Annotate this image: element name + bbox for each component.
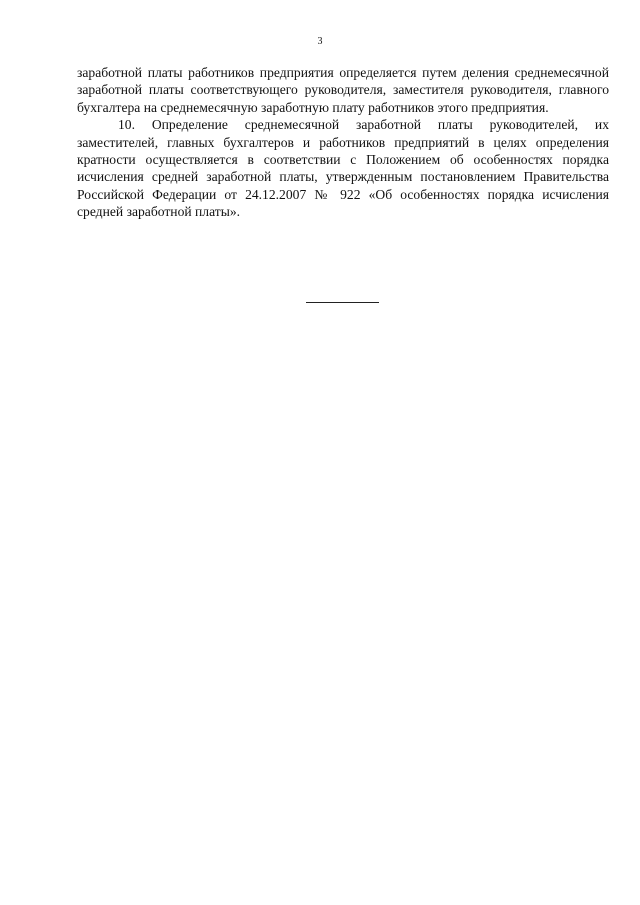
paragraph-continuation: заработной платы работников предприятия определяется путем деления среднемесячной заработной платы соответствующего руководителя, заместителя руководителя, главного бухгалтера на среднемесячную заработную плату работников этого предприятия. <box>77 65 609 115</box>
end-separator-line <box>306 302 379 303</box>
document-body <box>77 64 609 221</box>
paragraph-item-10: 10. Определение среднемесячной заработной платы руководителей, их заместителей, главных бухгалтеров и работников предприятий в целях определения кратности осуществляется в соответствии с Положением об особенностях порядка исчисления средней заработной платы, утвержденным постановлением Правительства Российской Федерации от 24.12.2007 № 922 «Об особенностях порядка исчисления средней заработной платы». <box>77 117 609 220</box>
page-number: 3 <box>317 36 323 47</box>
